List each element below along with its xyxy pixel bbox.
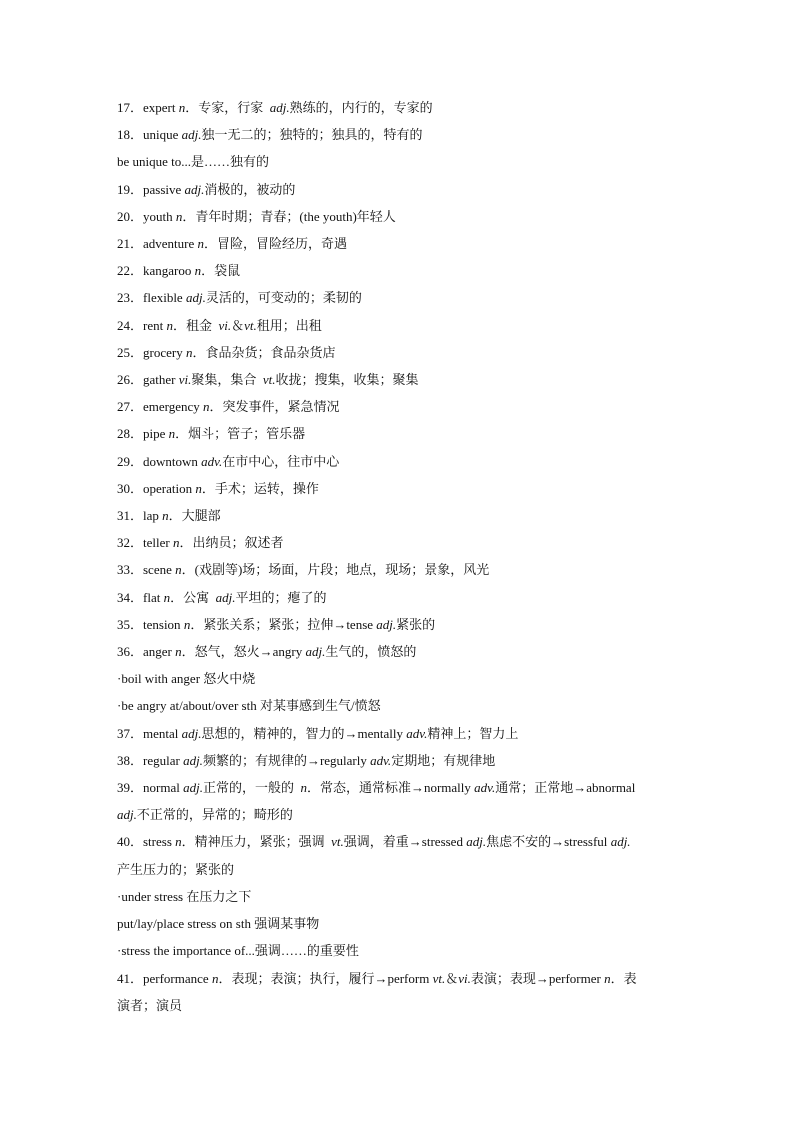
part-of-speech: vt. — [244, 317, 257, 333]
text-segment: ＆ — [231, 317, 245, 333]
vocab-line — [117, 230, 682, 257]
text-segment: ·stress the importance of...强调……的重要性 — [117, 943, 359, 959]
part-of-speech: adv. — [474, 780, 496, 796]
part-of-speech: adj. — [181, 127, 202, 143]
text-segment: 熟练的，内行的，专家的 — [289, 100, 433, 115]
vocab-line — [117, 148, 682, 175]
text-segment: 19．passive — [117, 181, 185, 197]
part-of-speech: adj. — [183, 752, 203, 768]
text-segment: 精神上；智力上 — [427, 725, 519, 741]
vocab-line — [117, 393, 682, 420]
vocab-line — [117, 883, 682, 910]
part-of-speech: n — [195, 480, 202, 496]
text-segment: 34．flat — [117, 589, 164, 605]
text-segment: 强调，着重→stressed — [343, 834, 467, 850]
part-of-speech: adj. — [185, 290, 206, 306]
part-of-speech: n — [197, 236, 205, 252]
part-of-speech: adj. — [117, 807, 137, 823]
text-segment: 通常；正常地→abnormal — [495, 780, 636, 796]
text-segment: 25．grocery — [117, 344, 186, 360]
text-segment: 产生压力的；紧张的 — [117, 861, 235, 877]
part-of-speech: n — [185, 344, 193, 360]
text-segment: ·boil with anger 怒火中烧 — [117, 671, 256, 687]
vocab-line — [117, 910, 682, 937]
text-segment: 定期地；有规律地 — [391, 752, 496, 768]
part-of-speech: n — [166, 317, 173, 333]
text-segment: 收拢；搜集，收集；聚集 — [275, 372, 419, 388]
text-segment: ·be angry at/about/over sth 对某事感到生气/愤怒 — [117, 698, 381, 714]
part-of-speech: vi. — [218, 317, 232, 333]
text-segment: 35．tension — [117, 616, 184, 632]
part-of-speech: adv. — [370, 752, 392, 768]
text-segment: 36．anger — [117, 644, 176, 660]
text-segment: ．冒险，冒险经历，奇遇 — [204, 236, 348, 252]
text-segment: 租用；出租 — [256, 317, 322, 333]
text-segment: 表演；表现→performer — [470, 970, 605, 986]
text-segment: 生气的，愤怒的 — [325, 644, 417, 660]
text-segment: 平坦的；瘪了的 — [235, 589, 327, 605]
text-segment: 21．adventure — [117, 236, 198, 252]
part-of-speech: vt. — [262, 372, 276, 388]
part-of-speech: adj. — [215, 589, 236, 605]
part-of-speech: n — [163, 589, 171, 605]
part-of-speech: adv. — [406, 725, 428, 741]
text-segment: 26．gather — [117, 372, 179, 388]
vocab-line — [117, 584, 682, 611]
text-segment: ．袋鼠 — [201, 263, 241, 279]
text-segment: 20．youth — [117, 208, 176, 224]
vocab-line — [117, 828, 682, 855]
text-segment: 思想的，精神的，智力的→mentally — [201, 725, 407, 741]
part-of-speech: adj. — [466, 834, 487, 850]
part-of-speech: adj. — [610, 834, 631, 850]
text-segment: ．手术；运转，操作 — [201, 480, 319, 496]
vocab-line — [117, 312, 682, 339]
text-segment: ．租金 — [172, 317, 219, 333]
vocab-line — [117, 965, 682, 992]
part-of-speech: n — [194, 263, 202, 279]
text-segment: be unique to...是……独有的 — [117, 154, 270, 170]
vocab-line — [117, 475, 682, 502]
part-of-speech: adj. — [305, 644, 326, 660]
part-of-speech: n — [604, 970, 611, 986]
vocab-line — [117, 121, 682, 148]
text-segment: 独一无二的；独特的；独具的，特有的 — [201, 127, 423, 143]
vocab-line — [117, 339, 682, 366]
part-of-speech: adv. — [201, 453, 223, 469]
part-of-speech: n — [203, 399, 210, 415]
part-of-speech: n — [183, 616, 191, 632]
text-segment: 31．lap — [117, 508, 163, 524]
part-of-speech: n — [172, 535, 180, 551]
vocab-line — [117, 448, 682, 475]
part-of-speech: n — [168, 426, 176, 442]
vocab-line — [117, 94, 682, 121]
text-segment: ．出纳员；叙述者 — [179, 535, 284, 551]
text-segment: put/lay/place stress on sth 强调某事物 — [117, 916, 320, 932]
text-segment: ．突发事件，紧急情况 — [209, 399, 340, 415]
text-segment: ．表 — [610, 970, 637, 986]
text-segment: ．紧张关系；紧张；拉伸→tense — [190, 616, 377, 632]
vocab-line — [117, 720, 682, 747]
part-of-speech: n — [175, 644, 182, 660]
part-of-speech: n — [175, 562, 182, 578]
vocabulary-list — [117, 94, 682, 1019]
text-segment: 演者；演员 — [117, 997, 183, 1013]
text-segment: 在市中心，往市中心 — [222, 453, 340, 469]
text-segment: 33．scene — [117, 562, 176, 578]
text-segment: 18．unique — [117, 127, 182, 143]
vocab-line — [117, 420, 682, 447]
text-segment: ．精神压力，紧张；强调 — [181, 834, 332, 850]
text-segment: 灵活的，可变动的；柔韧的 — [205, 290, 362, 306]
vocab-line — [117, 556, 682, 583]
text-segment: 27．emergency — [117, 399, 204, 415]
text-segment: ．公寓 — [170, 589, 216, 605]
text-segment: ．常态，通常标准→normally — [306, 780, 475, 796]
part-of-speech: n — [162, 508, 169, 524]
vocab-line — [117, 692, 682, 719]
text-segment: 30．operation — [117, 480, 196, 496]
part-of-speech: adj. — [269, 100, 290, 115]
text-segment: 22．kangaroo — [117, 263, 195, 279]
part-of-speech: vt. — [432, 970, 446, 986]
text-segment: ．青年时期；青春；(the youth)年轻人 — [182, 208, 396, 224]
text-segment: 29．downtown — [117, 453, 202, 469]
part-of-speech: vi. — [458, 970, 471, 986]
text-segment: 37．mental — [117, 725, 182, 741]
vocab-line — [117, 992, 682, 1019]
part-of-speech: adj. — [184, 181, 205, 197]
text-segment: 38．regular — [117, 752, 184, 768]
vocab-line — [117, 665, 682, 692]
vocab-line — [117, 176, 682, 203]
text-segment: 频繁的；有规律的→regularly — [202, 752, 371, 768]
part-of-speech: n — [178, 100, 186, 115]
text-segment: 正常的，一般的 — [202, 780, 301, 796]
part-of-speech: n — [211, 970, 219, 986]
part-of-speech: n — [175, 834, 182, 850]
text-segment: 41．performance — [117, 970, 212, 986]
text-segment: ＆ — [445, 970, 459, 986]
text-segment: ．大腿部 — [168, 508, 221, 524]
text-segment: 40．stress — [117, 834, 176, 850]
text-segment: 不正常的，异常的；畸形的 — [136, 807, 293, 823]
part-of-speech: adj. — [181, 725, 202, 741]
vocab-line — [117, 856, 682, 883]
part-of-speech: vi. — [178, 372, 192, 388]
text-segment: ．食品杂货；食品杂货店 — [192, 344, 336, 360]
vocab-line — [117, 203, 682, 230]
text-segment: 消极的，被动的 — [204, 181, 296, 197]
text-segment: 焦虑不安的→stressful — [486, 834, 611, 850]
part-of-speech: adj. — [183, 780, 203, 796]
part-of-speech: n — [300, 780, 307, 796]
part-of-speech: adj. — [376, 616, 397, 632]
vocab-line — [117, 366, 682, 393]
text-segment: 紧张的 — [396, 616, 436, 632]
part-of-speech: vt. — [331, 834, 344, 850]
vocab-line — [117, 747, 682, 774]
text-segment: 24．rent — [117, 317, 167, 333]
vocab-line — [117, 257, 682, 284]
vocab-line — [117, 502, 682, 529]
text-segment: ．(戏剧等)场；场面，片段；地点，现场；景象，风光 — [181, 562, 490, 578]
text-segment: 28．pipe — [117, 426, 169, 442]
vocab-line — [117, 937, 682, 964]
text-segment: 17．expert — [117, 100, 179, 115]
text-segment: 39．normal — [117, 780, 184, 796]
vocab-line — [117, 529, 682, 556]
vocab-line — [117, 611, 682, 638]
vocab-line — [117, 774, 682, 801]
part-of-speech: n — [175, 208, 183, 224]
vocab-line — [117, 638, 682, 665]
text-segment: 32．teller — [117, 535, 173, 551]
text-segment: ．表现；表演；执行，履行→perform — [218, 970, 433, 986]
text-segment: ．烟斗；管子；管乐器 — [175, 426, 306, 442]
text-segment: ．怒气，怒火→angry — [181, 644, 306, 660]
vocab-line — [117, 801, 682, 828]
text-segment: 23．flexible — [117, 290, 186, 306]
vocab-line — [117, 284, 682, 311]
text-segment: 聚集，集合 — [191, 372, 263, 388]
text-segment: ·under stress 在压力之下 — [117, 888, 252, 904]
text-segment: ．专家，行家 — [185, 100, 270, 115]
